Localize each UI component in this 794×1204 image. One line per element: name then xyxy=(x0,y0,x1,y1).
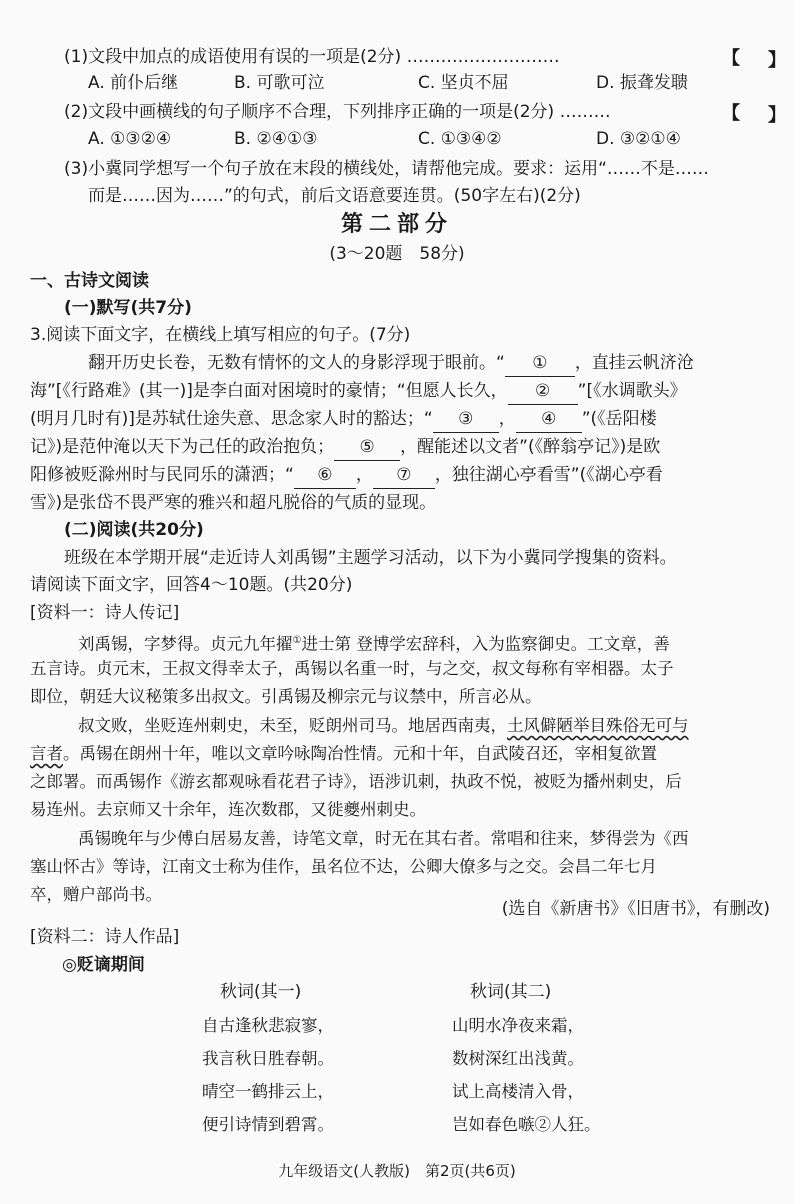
q2-option-b: B. ②④①③ xyxy=(234,129,318,149)
bio-line-3: 即位，朝廷大议秘策多出叔文。引禹锡及柳宗元与议禁中，所言必从。 xyxy=(30,687,542,706)
blank-2[interactable]: ② xyxy=(508,378,578,405)
material2-heading: [资料二：诗人作品] xyxy=(30,927,180,947)
poem2-line-4: 岂如春色嗾②人狂。 xyxy=(452,1115,601,1134)
footnote-marker-1: ① xyxy=(292,635,302,646)
poem1-line-1: 自古逢秋悲寂寥， xyxy=(202,1016,334,1035)
q2-answer-bracket-open: 【 xyxy=(722,103,740,124)
bio-line-8: 禹锡晚年与少傅白居易友善，诗笔文章，时无在其右者。常唱和往来，梦得尝为《西 xyxy=(78,829,689,848)
q1-answer-bracket-open: 【 xyxy=(722,48,740,69)
blank-3[interactable]: ③ xyxy=(433,406,499,433)
poem-autumn-1 xyxy=(202,976,334,1141)
poem1-title: 秋词(其一) xyxy=(220,982,302,1002)
material1-heading: [资料一：诗人传记] xyxy=(30,603,180,623)
q1-option-b: B. 可歌可泣 xyxy=(234,73,325,93)
exile-period-label: ◎贬谪期间 xyxy=(62,955,145,975)
blank-6[interactable]: ⑥ xyxy=(294,462,356,489)
bio-line-6: 之郎署。而禹锡作《游玄都观咏看花君子诗》，语涉讥刺，执政不悦，被贬为播州刺史，后 xyxy=(30,772,682,791)
bio-line-7: 易连州。去京师又十余年，连次数郡，又徙夔州刺史。 xyxy=(30,800,426,819)
q1-option-a: A. 前仆后继 xyxy=(88,73,179,93)
poem1-line-3: 晴空一鹤排云上， xyxy=(202,1082,334,1101)
passage-line-4: 记》)是范仲淹以天下为己任的政治抱负； ⑤ ，醒能述以文者”(《醉翁亭记》)是欧 xyxy=(30,434,660,461)
part2-subtitle: (3～20题 58分) xyxy=(329,244,465,264)
poem1-line-2: 我言秋日胜春朝。 xyxy=(202,1049,334,1068)
section1-heading: 一、古诗文阅读 xyxy=(30,271,149,291)
blank-4[interactable]: ④ xyxy=(516,406,582,433)
part2-title: 第二部分 xyxy=(340,212,453,237)
passage-line-6: 雪》)是张岱不畏严寒的雅兴和超凡脱俗的气质的显现。 xyxy=(30,493,437,513)
passage-line-1: 翻开历史长卷，无数有情怀的文人的身影浮现于眼前。“ ① ，直挂云帆济沧 xyxy=(88,350,694,377)
q3-line1: (3)小冀同学想写一个句子放在末段的横线处，请帮他完成。要求：运用“……不是…… xyxy=(64,159,709,179)
passage-line-5: 阳修被贬滁州时与民同乐的潇洒；“ ⑥ ， ⑦ ，独往湖心亭看雪”(《湖心亭看 xyxy=(30,462,663,489)
passage-line-2: 海”[《行路难》(其一)]是李白面对困境时的豪情；“但愿人长久， ② ”[《水调歌头》 xyxy=(30,378,687,405)
bio-line-5: 言者。禹锡在朗州十年，唯以文章吟咏陶冶性情。元和十年，自武陵召还，宰相复欲置 xyxy=(30,744,657,763)
blank-5[interactable]: ⑤ xyxy=(334,434,400,461)
q1-answer-bracket-close: 】 xyxy=(768,50,786,71)
q3-dictation-title: 3.阅读下面文字，在横线上填写相应的句子。(7分) xyxy=(30,325,411,345)
passage-line-3: (明月几时有)]是苏轼仕途失意、思念家人时的豁达；“ ③ ， ④ ”(《岳阳楼 xyxy=(30,406,657,433)
section1-sub1: (一)默写(共7分) xyxy=(64,298,192,318)
poem2-line-2: 数树深红出浅黄。 xyxy=(452,1049,584,1068)
bio-line-2: 五言诗。贞元末，王叔文得幸太子，禹锡以名重一时，与之交，叔文每称有宰相器。太子 xyxy=(30,659,674,678)
bio-line-10: 卒，赠户部尚书。 xyxy=(30,885,162,904)
bio-line-4: 叔文败，坐贬连州刺史，未至，贬朗州司马。地居西南夷，土风僻陋举目殊俗无可与 xyxy=(78,716,689,735)
poem2-title: 秋词(其二) xyxy=(470,982,552,1002)
q2-option-c: C. ①③④② xyxy=(418,129,502,149)
bio-line-1: 刘禹锡，字梦得。贞元九年擢①进士第 登博学宏辞科，入为监察御史。工文章，善 xyxy=(78,634,670,654)
poem1-line-4: 便引诗情到碧霄。 xyxy=(202,1115,334,1134)
q3-line2: 而是……因为……”的句式，前后文语意要连贯。(50字左右)(2分) xyxy=(88,186,581,206)
q1-stem: (1)文段中加点的成语使用有误的一项是(2分) ……………………… xyxy=(64,47,560,67)
q2-option-d: D. ③②①④ xyxy=(596,129,681,149)
q2-stem: (2)文段中画横线的句子顺序不合理，下列排序正确的一项是(2分) ……… xyxy=(64,102,611,122)
q2-answer-bracket-close: 】 xyxy=(768,105,786,126)
blank-1[interactable]: ① xyxy=(505,350,575,377)
bio-source: (选自《新唐书》《旧唐书》，有删改) xyxy=(501,899,770,919)
blank-7[interactable]: ⑦ xyxy=(373,462,435,489)
section1-sub2: (二)阅读(共20分) xyxy=(64,520,204,540)
q1-option-d: D. 振聋发聩 xyxy=(596,73,688,93)
reading-intro-2: 请阅读下面文字，回答4～10题。(共20分) xyxy=(30,575,353,595)
wavy-underlined-sentence-end: 言者 xyxy=(30,744,63,763)
poem-autumn-2 xyxy=(452,976,601,1141)
q1-option-c: C. 坚贞不屈 xyxy=(418,73,509,93)
poem2-line-1: 山明水净夜来霜， xyxy=(452,1016,584,1035)
poem2-line-3: 试上高楼清入骨， xyxy=(452,1082,584,1101)
reading-intro-1: 班级在本学期开展“走近诗人刘禹锡”主题学习活动，以下为小冀同学搜集的资料。 xyxy=(64,548,677,568)
wavy-underlined-sentence: 土风僻陋举目殊俗无可与 xyxy=(507,716,689,735)
q2-option-a: A. ①③②④ xyxy=(88,129,172,149)
bio-line-9: 塞山怀古》等诗，江南文士称为佳作，虽名位不达，公卿大僚多与之交。会昌二年七月 xyxy=(30,857,657,876)
page-footer: 九年级语文(人教版) 第2页(共6页) xyxy=(278,1162,516,1180)
